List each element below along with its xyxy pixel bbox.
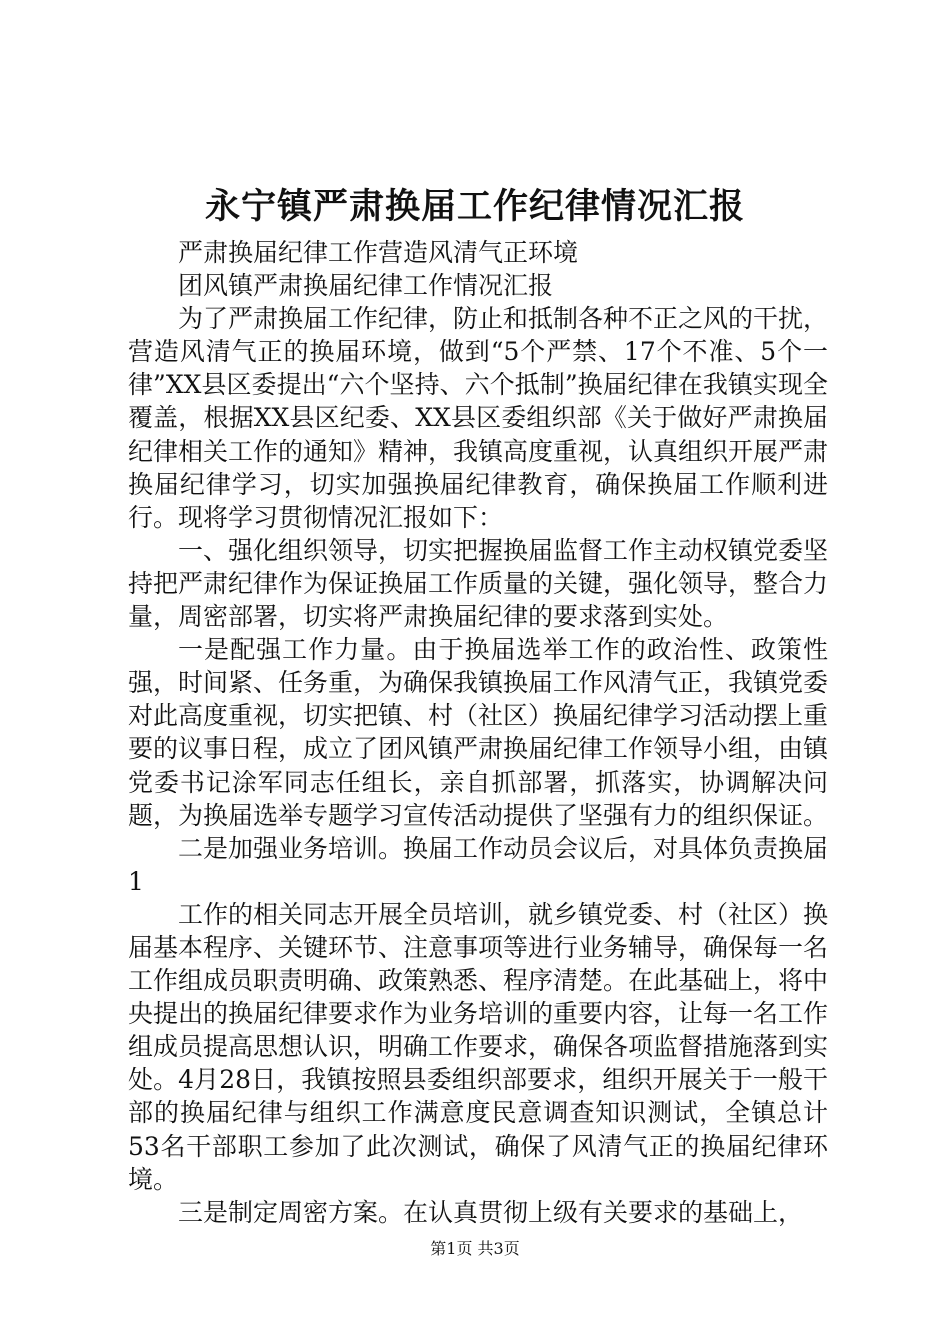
body-paragraph: 一、强化组织领导，切实把握换届监督工作主动权镇党委坚持把严肃纪律作为保证换届工作质量的关键，强化领导，整合力量，周密部署，切实将严肃换届纪律的要求落到实处。 xyxy=(128,535,829,632)
page-footer: 第1页 共3页 xyxy=(430,1239,520,1258)
body-paragraph: 工作的相关同志开展全员培训，就乡镇党委、村（社区）换届基本程序、关键环节、注意事项等进行业务辅导，确保每一名工作组成员职责明确、政策熟悉、程序清楚。在此基础上，将中央提出的换届纪律要求作为业务培训的重要内容，让每一名工作组成员提高思想认识，明确工作要求，确保各项监督措施落到实处。4月28日，我镇按照县委组织部要求，组织开展关于一般干部的换届纪律与组织工作满意度民意调查知识测试，全镇总计53名干部职工参加了此次测试，确保了风清气正的换届纪律环境。 xyxy=(128,899,829,1194)
body-paragraph: 三是制定周密方案。在认真贯彻上级有关要求的基础上， xyxy=(178,1197,804,1227)
body-paragraph: 一是配强工作力量。由于换届选举工作的政治性、政策性强，时间紧、任务重，为确保我镇换届工作风清气正，我镇党委对此高度重视，切实把镇、村（社区）换届纪律学习活动摆上重要的议事日程，成立了团风镇严肃换届纪律工作领导小组，由镇党委书记涂军同志任组长，亲自抓部署，抓落实，协调解决问题，为换届选举专题学习宣传活动提供了坚强有力的组织保证。 xyxy=(128,635,829,830)
document-body xyxy=(128,236,828,1229)
subtitle-line: 严肃换届纪律工作营造风清气正环境 xyxy=(178,238,579,267)
subtitle-line: 团风镇严肃换届纪律工作情况汇报 xyxy=(178,271,554,301)
body-paragraph: 二是加强业务培训。换届工作动员会议后，对具体负责换届1 xyxy=(128,833,829,896)
document-title: 永宁镇严肃换届工作纪律情况汇报 xyxy=(204,186,745,227)
body-paragraph: 为了严肃换届工作纪律，防止和抵制各种不正之风的干扰，营造风清气正的换届环境，做到“5个严禁、17个不准、5个一律”XX县区委提出“六个坚持、六个抵制”换届纪律在我镇实现全覆盖，根据XX县区纪委、XX县区委组织部《关于做好严肃换届纪律相关工作的通知》精神，我镇高度重视，认真组织开展严肃换届纪律学习，切实加强换届纪律教育，确保换届工作顺利进行。现将学习贯彻情况汇报如下： xyxy=(128,304,829,532)
